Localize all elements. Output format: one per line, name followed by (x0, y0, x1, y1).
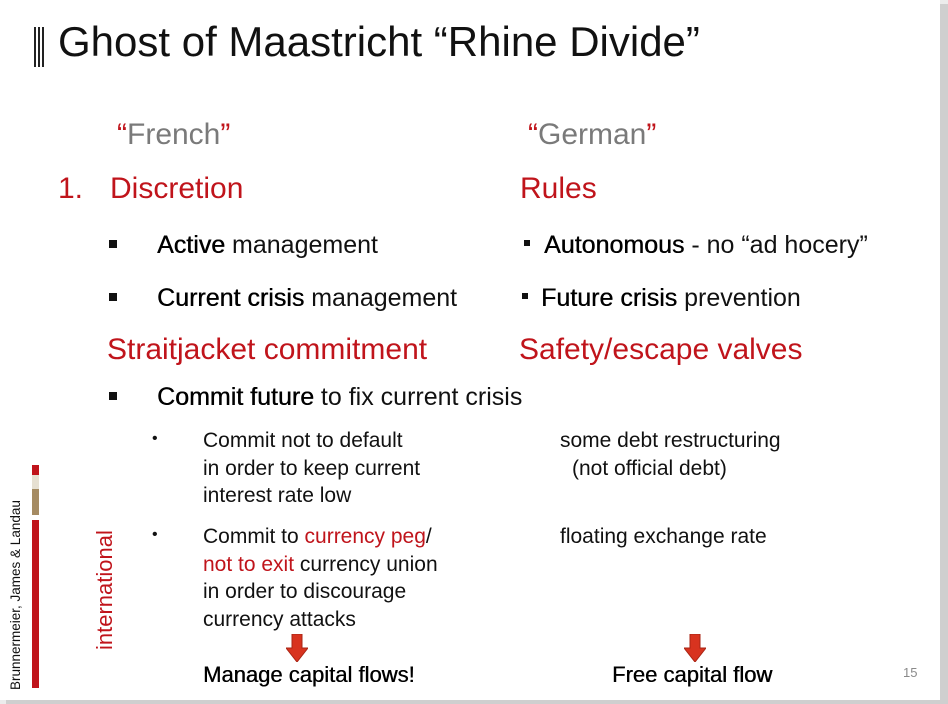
manage-capital-flows-text: Manage capital flows! (203, 662, 415, 687)
free-capital-flow-text: Free capital flow (612, 662, 773, 687)
down-arrow-icon (286, 634, 308, 662)
title-bars-icon (34, 27, 44, 67)
autonomous-item: Autonomous - no “ad hocery” (544, 231, 868, 259)
down-arrow-icon (684, 634, 706, 662)
bullet-dot-icon: • (152, 430, 158, 447)
french-header: “French” (117, 118, 231, 151)
side-bar-beige (32, 475, 39, 489)
commit-future-item: Commit future to fix current crisis (157, 383, 523, 411)
bullet-square-icon (524, 240, 530, 246)
authors-label: Brunnermeier, James & Landau (8, 500, 23, 690)
section1-number: 1. (58, 172, 84, 205)
currency-peg-text: Commit to currency peg/ not to exit currency union in order to discourage currency attacks (203, 525, 438, 631)
page-number: 15 (903, 665, 918, 680)
bullet-square-icon (109, 392, 117, 400)
international-label: international (92, 530, 117, 650)
side-bar-tan (32, 489, 39, 515)
slide-title: Ghost of Maastricht “Rhine Divide” (58, 18, 700, 65)
bullet-dot-icon: • (152, 526, 158, 543)
side-bar-red-bottom (32, 520, 39, 688)
bullet-square-icon (109, 293, 117, 301)
floating-exchange-text: floating exchange rate (560, 525, 767, 548)
bullet-square-icon (109, 240, 117, 248)
straitjacket-heading: Straitjacket commitment (107, 333, 428, 366)
side-bar-red-top (32, 465, 39, 475)
debt-restructuring-text: some debt restructuring (not official debt) (560, 429, 781, 480)
bullet-square-icon (522, 293, 528, 299)
future-crisis-item: Future crisis prevention (541, 284, 801, 312)
discretion-heading: Discretion (110, 172, 244, 205)
rules-heading: Rules (520, 172, 597, 205)
commit-default-text: Commit not to default in order to keep current interest rate low (203, 429, 421, 507)
safety-valves-heading: Safety/escape valves (519, 333, 803, 366)
active-management-item: Active management (157, 231, 378, 259)
current-crisis-item: Current crisis management (157, 284, 458, 312)
german-header: “German” (528, 118, 657, 151)
